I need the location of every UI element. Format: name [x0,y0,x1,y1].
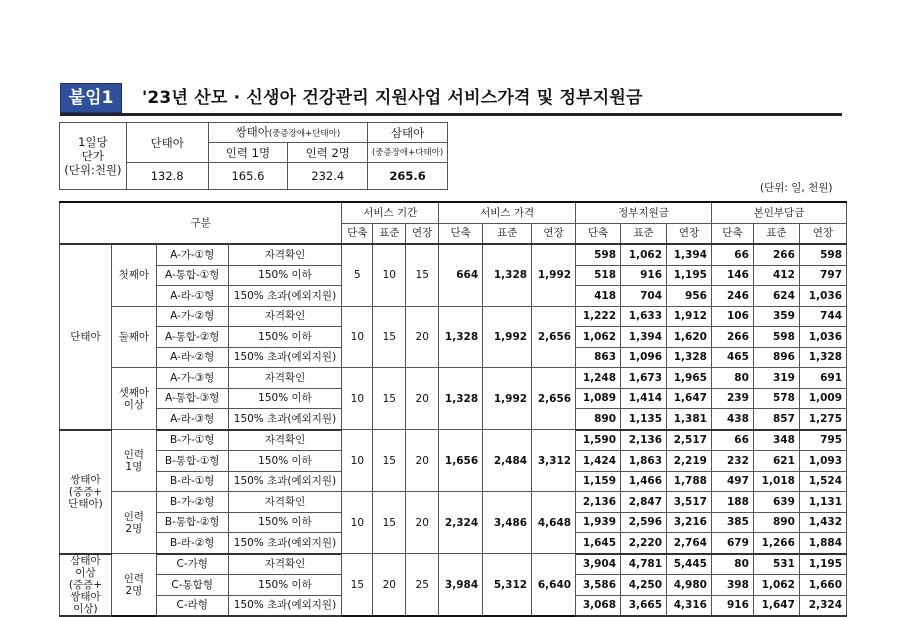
service-type: A-통합-③형 [156,388,228,409]
period-value: 20 [406,492,439,554]
price-value: 1,992 [483,306,532,368]
subgroup-label: 셋째아 이상 [111,368,156,430]
table-row [60,368,847,389]
self-pay-value: 2,324 [799,595,846,616]
income-condition: 자격확인 [228,306,342,327]
gov-support-value: 1,645 [576,533,621,554]
subgroup-label: 인력 2명 [111,554,156,617]
header-self-pay: 본인부담금 [711,202,846,223]
daily-price-table [59,122,448,190]
income-condition: 자격확인 [228,244,342,265]
self-pay-value: 1,093 [799,451,846,472]
gov-support-value: 1,328 [667,347,712,368]
triplet-label: 삼태아 [368,123,448,143]
header-standard: 표준 [621,223,667,244]
income-condition: 자격확인 [228,430,342,451]
gov-support-value: 2,517 [667,430,712,451]
income-condition: 150% 이하 [228,451,342,472]
service-type: B-라-②형 [156,533,228,554]
price-value: 5,312 [483,554,532,617]
table-row [60,554,847,575]
gov-support-value: 2,764 [667,533,712,554]
income-condition: 150% 이하 [228,327,342,348]
header-extended: 연장 [799,223,846,244]
table-row [60,430,847,451]
self-pay-value: 578 [753,388,799,409]
gov-support-value: 1,414 [621,388,667,409]
title-bar [60,83,842,116]
self-pay-value: 1,524 [799,471,846,492]
gov-support-value: 1,633 [621,306,667,327]
self-pay-value: 598 [799,244,846,265]
period-value: 20 [373,554,406,617]
self-pay-value: 359 [753,306,799,327]
gov-support-value: 1,222 [576,306,621,327]
gov-support-value: 2,220 [621,533,667,554]
self-pay-value: 639 [753,492,799,513]
income-condition: 150% 초과(예외지원) [228,347,342,368]
price-value: 3,984 [439,554,483,617]
service-type: B-라-①형 [156,471,228,492]
income-condition: 150% 초과(예외지원) [228,471,342,492]
period-value: 15 [342,554,373,617]
self-pay-value: 465 [711,347,753,368]
price-value: 4,648 [532,492,576,554]
self-pay-value: 531 [753,554,799,575]
self-pay-value: 598 [753,327,799,348]
self-pay-value: 916 [711,595,753,616]
income-condition: 자격확인 [228,368,342,389]
price-value: 1,992 [483,368,532,430]
period-value: 25 [406,554,439,617]
gov-support-value: 1,062 [576,327,621,348]
self-pay-value: 896 [753,347,799,368]
gov-support-value: 418 [576,286,621,307]
self-pay-value: 624 [753,286,799,307]
header-short: 단축 [576,223,621,244]
gov-support-value: 2,219 [667,451,712,472]
self-pay-value: 1,660 [799,575,846,596]
twin-label: 쌍태아(중증장애+단태아) [208,123,368,143]
self-pay-value: 232 [711,451,753,472]
header-short: 단축 [711,223,753,244]
gov-support-value: 1,135 [621,409,667,430]
twin-two-value: 232.4 [288,163,368,190]
gov-support-value: 4,980 [667,575,712,596]
service-type: B-가-①형 [156,430,228,451]
gov-support-value: 1,248 [576,368,621,389]
header-service-price: 서비스 가격 [439,202,576,223]
gov-support-value: 4,781 [621,554,667,575]
header-row [60,202,847,223]
price-value: 1,328 [483,244,532,306]
self-pay-value: 795 [799,430,846,451]
gov-support-value: 1,062 [621,244,667,265]
self-pay-value: 398 [711,575,753,596]
gov-support-value: 4,250 [621,575,667,596]
income-condition: 150% 이하 [228,575,342,596]
self-pay-value: 1,036 [799,286,846,307]
service-price-table [59,201,847,617]
service-type: B-통합-②형 [156,512,228,533]
period-value: 15 [373,306,406,368]
group-label: 단태아 [60,244,112,430]
header-standard: 표준 [373,223,406,244]
header-short: 단축 [342,223,373,244]
self-pay-value: 80 [711,368,753,389]
service-type: C-통합형 [156,575,228,596]
price-value: 3,312 [532,430,576,492]
gov-support-value: 1,788 [667,471,712,492]
gov-support-value: 1,089 [576,388,621,409]
service-type: A-통합-②형 [156,327,228,348]
header-short: 단축 [439,223,483,244]
self-pay-value: 744 [799,306,846,327]
group-label: 쌍태아 (중증+ 단태아) [60,430,112,554]
self-pay-value: 1,195 [799,554,846,575]
income-condition: 150% 이하 [228,512,342,533]
self-pay-value: 797 [799,265,846,286]
gov-support-value: 1,466 [621,471,667,492]
price-value: 2,484 [483,430,532,492]
gov-support-value: 3,586 [576,575,621,596]
service-type: C-라형 [156,595,228,616]
price-value: 2,656 [532,306,576,368]
self-pay-value: 266 [711,327,753,348]
period-value: 20 [406,306,439,368]
period-value: 10 [342,368,373,430]
self-pay-value: 66 [711,430,753,451]
gov-support-value: 3,517 [667,492,712,513]
gov-support-value: 1,195 [667,265,712,286]
self-pay-value: 890 [753,512,799,533]
gov-support-value: 1,647 [667,388,712,409]
header-extended: 연장 [532,223,576,244]
service-type: B-통합-①형 [156,451,228,472]
price-value: 1,328 [439,368,483,430]
gov-support-value: 5,445 [667,554,712,575]
page-title: '23년 산모 · 신생아 건강관리 지원사업 서비스가격 및 정부지원금 [142,88,643,108]
period-value: 5 [342,244,373,306]
price-value: 6,640 [532,554,576,617]
header-standard: 표준 [483,223,532,244]
service-type: A-라-③형 [156,409,228,430]
table-row [60,306,847,327]
gov-support-value: 2,136 [576,492,621,513]
self-pay-value: 1,647 [753,595,799,616]
self-pay-value: 1,062 [753,575,799,596]
self-pay-value: 80 [711,554,753,575]
gov-support-value: 1,159 [576,471,621,492]
subgroup-label: 인력 2명 [111,492,156,554]
self-pay-value: 438 [711,409,753,430]
service-type: B-가-②형 [156,492,228,513]
self-pay-value: 1,884 [799,533,846,554]
gov-support-value: 2,136 [621,430,667,451]
header-standard: 표준 [753,223,799,244]
gov-support-value: 1,590 [576,430,621,451]
gov-support-value: 1,424 [576,451,621,472]
service-type: A-통합-①형 [156,265,228,286]
gov-support-value: 1,394 [621,327,667,348]
period-value: 10 [342,306,373,368]
self-pay-value: 1,131 [799,492,846,513]
gov-support-value: 1,381 [667,409,712,430]
subgroup-label: 인력 1명 [111,430,156,492]
gov-support-value: 1,096 [621,347,667,368]
self-pay-value: 246 [711,286,753,307]
self-pay-value: 1,018 [753,471,799,492]
gov-support-value: 1,394 [667,244,712,265]
gov-support-value: 518 [576,265,621,286]
self-pay-value: 691 [799,368,846,389]
gov-support-value: 1,912 [667,306,712,327]
gov-support-value: 2,847 [621,492,667,513]
price-value: 2,324 [439,492,483,554]
self-pay-value: 1,328 [799,347,846,368]
income-condition: 150% 이하 [228,388,342,409]
period-value: 15 [373,492,406,554]
period-value: 15 [406,244,439,306]
price-value: 3,486 [483,492,532,554]
income-condition: 자격확인 [228,554,342,575]
price-row-label: 1일당 단가 (단위:천원) [60,123,127,190]
triplet-note: (중증장애+다태아) [368,143,448,163]
price-value: 2,656 [532,368,576,430]
subgroup-label: 둘째아 [111,306,156,368]
header-category: 구분 [60,202,342,244]
price-value: 1,328 [439,306,483,368]
service-type: A-가-③형 [156,368,228,389]
gov-support-value: 1,673 [621,368,667,389]
self-pay-value: 266 [753,244,799,265]
self-pay-value: 1,009 [799,388,846,409]
gov-support-value: 890 [576,409,621,430]
income-condition: 150% 이하 [228,265,342,286]
gov-support-value: 3,665 [621,595,667,616]
service-type: C-가형 [156,554,228,575]
gov-support-value: 2,596 [621,512,667,533]
service-type: A-라-②형 [156,347,228,368]
self-pay-value: 188 [711,492,753,513]
self-pay-value: 1,432 [799,512,846,533]
income-condition: 150% 초과(예외지원) [228,409,342,430]
price-value: 1,992 [532,244,576,306]
self-pay-value: 146 [711,265,753,286]
gov-support-value: 1,620 [667,327,712,348]
self-pay-value: 319 [753,368,799,389]
gov-support-value: 1,965 [667,368,712,389]
self-pay-value: 621 [753,451,799,472]
self-pay-value: 1,266 [753,533,799,554]
header-extended: 연장 [667,223,712,244]
period-value: 20 [406,430,439,492]
self-pay-value: 348 [753,430,799,451]
gov-support-value: 1,939 [576,512,621,533]
single-label: 단태아 [126,123,208,163]
income-condition: 150% 초과(예외지원) [228,595,342,616]
group-label: 삼태아 이상 (중증+ 쌍태아 이상) [60,554,112,617]
self-pay-value: 1,275 [799,409,846,430]
period-value: 20 [406,368,439,430]
price-value: 1,656 [439,430,483,492]
single-value: 132.8 [126,163,208,190]
self-pay-value: 385 [711,512,753,533]
period-value: 10 [373,244,406,306]
header-extended: 연장 [406,223,439,244]
twin-one-label: 인력 1명 [208,143,288,163]
self-pay-value: 679 [711,533,753,554]
gov-support-value: 863 [576,347,621,368]
table-row [60,244,847,265]
twin-two-label: 인력 2명 [288,143,368,163]
self-pay-value: 1,036 [799,327,846,348]
self-pay-value: 106 [711,306,753,327]
period-value: 10 [342,492,373,554]
twin-one-value: 165.6 [208,163,288,190]
service-type: A-가-②형 [156,306,228,327]
gov-support-value: 704 [621,286,667,307]
attachment-badge: 붙임1 [60,83,122,113]
header-service-period: 서비스 기간 [342,202,439,223]
period-value: 15 [373,430,406,492]
subgroup-label: 첫째아 [111,244,156,306]
gov-support-value: 4,316 [667,595,712,616]
table-row [60,492,847,513]
triplet-value: 265.6 [368,163,448,190]
service-type: A-라-①형 [156,286,228,307]
price-value: 664 [439,244,483,306]
service-type: A-가-①형 [156,244,228,265]
period-value: 15 [373,368,406,430]
income-condition: 150% 초과(예외지원) [228,533,342,554]
header-gov-support: 정부지원금 [576,202,712,223]
self-pay-value: 412 [753,265,799,286]
income-condition: 자격확인 [228,492,342,513]
gov-support-value: 1,863 [621,451,667,472]
gov-support-value: 598 [576,244,621,265]
self-pay-value: 239 [711,388,753,409]
period-value: 10 [342,430,373,492]
gov-support-value: 956 [667,286,712,307]
gov-support-value: 3,216 [667,512,712,533]
self-pay-value: 857 [753,409,799,430]
gov-support-value: 3,068 [576,595,621,616]
self-pay-value: 497 [711,471,753,492]
gov-support-value: 916 [621,265,667,286]
self-pay-value: 66 [711,244,753,265]
gov-support-value: 3,904 [576,554,621,575]
income-condition: 150% 초과(예외지원) [228,286,342,307]
unit-note: (단위: 일, 천원) [760,182,833,194]
